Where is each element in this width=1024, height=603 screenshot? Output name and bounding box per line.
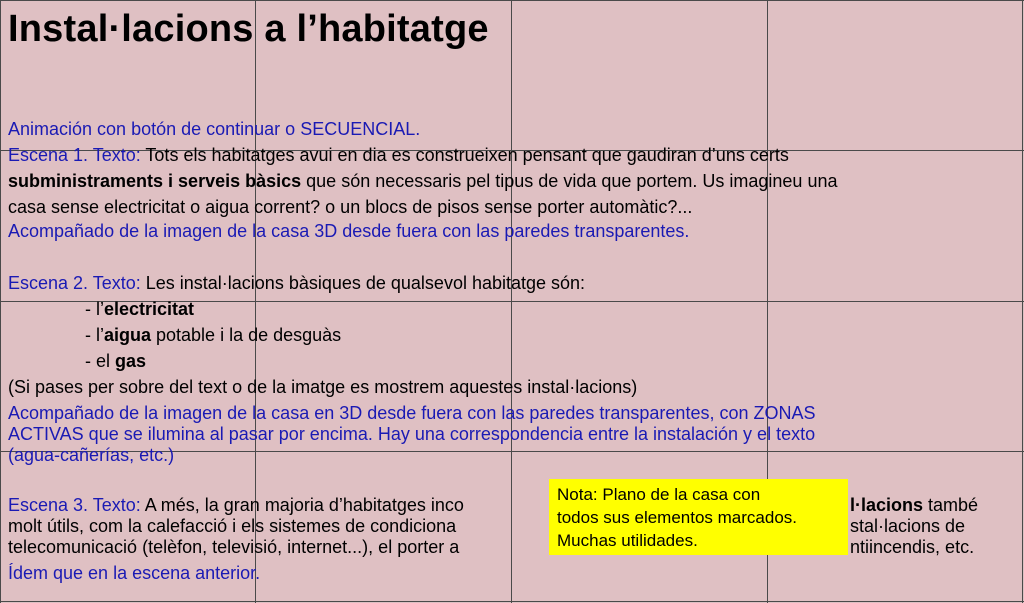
scene2-description-1: Acompañado de la imagen de la casa en 3D desde fuera con las paredes transparentes, con ZONAS <box>8 403 816 423</box>
item-prefix: - l’ <box>85 299 104 319</box>
scene2-line1 <box>8 272 585 294</box>
scene3-line2: molt útils, com la calefacció i els sistemes de condiciona <box>8 516 457 536</box>
scene2-parenthetical: (Si pases per sobre del text o de la imatge es mostrem aquestes instal·lacions) <box>8 377 638 397</box>
scene1-text2: que són necessaris pel tipus de vida que portem. Us imagineu una <box>301 171 838 191</box>
scene2-text: Les instal·lacions bàsiques de qualsevol habitatge són: <box>140 273 586 293</box>
scene3-line1 <box>8 494 464 516</box>
scene3-text1a: A més, la gran majoria d’habitatges inco <box>140 495 464 515</box>
scene1-line1 <box>8 144 789 166</box>
scene2-item <box>85 350 146 372</box>
note-line: Nota: Plano de la casa con <box>557 485 761 504</box>
page-title: Instal·lacions a l’habitatge <box>8 8 489 50</box>
scene2-description-3: (agua-cañerías, etc.) <box>8 445 175 465</box>
scene2-description-2: ACTIVAS que se ilumina al pasar por encima. Hay una correspondencia entre la instalación y el texto <box>8 424 816 444</box>
scene1-label: Escena 1. Texto: <box>8 145 141 165</box>
scene2-item <box>85 324 341 346</box>
scene1-description: Acompañado de la imagen de la casa 3D desde fuera con las paredes transparentes. <box>8 221 690 241</box>
item-bold: aigua <box>104 325 152 345</box>
scene3-bold: l·lacions <box>850 495 924 515</box>
scene1-line2 <box>8 170 837 192</box>
scene3-line2-tail: stal·lacions de <box>850 516 966 536</box>
scene1-text1: Tots els habitatges avui en dia es construeixen pensant que gaudiran d’uns certs <box>140 145 789 165</box>
item-suffix: potable i la de desguàs <box>151 325 342 345</box>
scene1-bold: subministraments i serveis bàsics <box>8 171 302 191</box>
note-line: Muchas utilidades. <box>557 531 698 550</box>
grid-line <box>0 601 1024 602</box>
item-prefix: - el <box>85 351 116 371</box>
scene3-line1-tail <box>850 494 978 516</box>
scene3-line3: telecomunicació (telèfon, televisió, internet...), el porter a <box>8 537 460 557</box>
scene3-text1b: també <box>923 495 979 515</box>
scene2-label: Escena 2. Texto: <box>8 273 141 293</box>
item-bold: gas <box>115 351 147 371</box>
note-line: todos sus elementos marcados. <box>557 508 798 527</box>
animation-note: Animación con botón de continuar o SECUENCIAL. <box>8 119 421 139</box>
scene1-line3: casa sense electricitat o aigua corrent? o un blocs de pisos sense porter automàtic?... <box>8 197 693 217</box>
item-prefix: - l’ <box>85 325 104 345</box>
scene3-line3-tail: ntiincendis, etc. <box>850 537 975 557</box>
note-box <box>549 479 848 555</box>
scene3-description: Ídem que en la escena anterior. <box>8 563 261 583</box>
grid-line <box>0 0 1024 1</box>
scene2-item <box>85 298 194 320</box>
scene3-label: Escena 3. Texto: <box>8 495 141 515</box>
item-bold: electricitat <box>104 299 195 319</box>
